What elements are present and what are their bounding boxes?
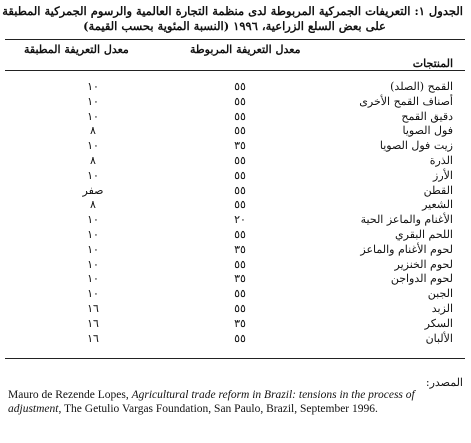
bound-rate-cell: ٥٥ <box>234 168 246 182</box>
caption-line-1: الجدول ١: التعريفات الجمركية المربوطة لدى منظمة التجارة العالمية والرسوم الجمركية المطبقة <box>2 4 463 18</box>
table-body <box>5 80 465 346</box>
bound-rate-cell: ٥٥ <box>234 331 246 345</box>
product-cell: أصناف القمح الأخرى <box>359 94 453 108</box>
bound-rate-cell: ٥٥ <box>234 109 246 123</box>
product-cell: الشعير <box>422 198 453 212</box>
applied-rate-cell: ١٠ <box>87 272 99 286</box>
table-row <box>5 258 465 273</box>
applied-rate-cell: ٨ <box>90 124 96 138</box>
bound-rate-cell: ٣٥ <box>234 272 246 286</box>
applied-rate-cell: ١٠ <box>87 257 99 271</box>
applied-rate-cell: ١٦ <box>87 316 99 330</box>
source-work-title: Agricultural trade reform in Brazil: tensions in the process of adjustment <box>8 389 415 415</box>
bound-rate-cell: ٥٥ <box>234 198 246 212</box>
table-top-rule <box>5 39 465 40</box>
product-cell: الجبن <box>427 287 453 301</box>
applied-rate-cell: صفر <box>82 183 104 197</box>
header-applied-rate: معدل التعريفة المطبقة <box>24 43 129 56</box>
table-row <box>5 302 465 317</box>
product-cell: فول الصويا <box>402 124 453 138</box>
product-cell: الأغنام والماعز الحية <box>360 213 453 227</box>
product-cell: الزبد <box>431 301 453 315</box>
applied-rate-cell: ١٠ <box>87 168 99 182</box>
applied-rate-cell: ١٠ <box>87 287 99 301</box>
table-row <box>5 110 465 125</box>
product-cell: لحوم الدواجن <box>390 272 453 286</box>
bound-rate-cell: ٢٠ <box>234 213 246 227</box>
table-row <box>5 213 465 228</box>
table-row <box>5 287 465 302</box>
product-cell: لحوم الخنزير <box>394 257 453 271</box>
bound-rate-cell: ٥٥ <box>234 227 246 241</box>
applied-rate-cell: ٨ <box>90 198 96 212</box>
source-publisher: , The Getulio Vargas Foundation, San Paulo, Brazil, September 1996. <box>58 403 378 415</box>
source-citation <box>8 388 463 416</box>
applied-rate-cell: ١٠ <box>87 227 99 241</box>
bound-rate-cell: ٥٥ <box>234 124 246 138</box>
applied-rate-cell: ١٠ <box>87 80 99 93</box>
table-row <box>5 198 465 213</box>
product-cell: القمح (الصلد) <box>390 80 453 93</box>
bound-rate-cell: ٥٥ <box>234 183 246 197</box>
applied-rate-cell: ١٠ <box>87 94 99 108</box>
table-row <box>5 332 465 347</box>
bound-rate-cell: ٥٥ <box>234 257 246 271</box>
bound-rate-cell: ٥٥ <box>234 301 246 315</box>
header-rule <box>5 70 465 71</box>
table-row <box>5 124 465 139</box>
applied-rate-cell: ١٠ <box>87 242 99 256</box>
bound-rate-cell: ٥٥ <box>234 287 246 301</box>
applied-rate-cell: ١٦ <box>87 331 99 345</box>
product-cell: القطن <box>423 183 453 197</box>
table-row <box>5 228 465 243</box>
header-bound-rate: معدل التعريفة المربوطة <box>190 43 301 56</box>
bound-rate-cell: ٥٥ <box>234 80 246 93</box>
product-cell: الأرز <box>433 168 453 182</box>
table-row <box>5 184 465 199</box>
bound-rate-cell: ٥٥ <box>234 94 246 108</box>
product-cell: الذرة <box>429 153 453 167</box>
source-label: المصدر: <box>425 376 463 389</box>
table-row <box>5 243 465 258</box>
product-cell: زيت فول الصويا <box>379 139 453 153</box>
bound-rate-cell: ٣٥ <box>234 242 246 256</box>
bound-rate-cell: ٣٥ <box>234 316 246 330</box>
applied-rate-cell: ١٦ <box>87 301 99 315</box>
product-cell: اللحم البقري <box>395 227 453 241</box>
applied-rate-cell: ١٠ <box>87 109 99 123</box>
product-cell: الألبان <box>425 331 453 345</box>
product-cell: لحوم الأغنام والماعز <box>360 242 453 256</box>
table-row <box>5 154 465 169</box>
table-row <box>5 95 465 110</box>
product-cell: السكر <box>424 316 453 330</box>
applied-rate-cell: ٨ <box>90 153 96 167</box>
caption-line-2: على بعض السلع الزراعية، ١٩٩٦ (النسبة المئوية بحسب القيمة) <box>83 19 386 33</box>
bound-rate-cell: ٣٥ <box>234 139 246 153</box>
table-row <box>5 80 465 95</box>
source-author: Mauro de Rezende Lopes, <box>8 389 129 401</box>
bound-rate-cell: ٥٥ <box>234 153 246 167</box>
header-products: المنتجات <box>412 57 453 70</box>
applied-rate-cell: ١٠ <box>87 139 99 153</box>
table-row <box>5 317 465 332</box>
table-caption <box>2 4 463 34</box>
product-cell: دقيق القمح <box>401 109 453 123</box>
applied-rate-cell: ١٠ <box>87 213 99 227</box>
table-row <box>5 139 465 154</box>
table-bottom-rule <box>5 358 465 359</box>
table-row <box>5 169 465 184</box>
table-row <box>5 272 465 287</box>
